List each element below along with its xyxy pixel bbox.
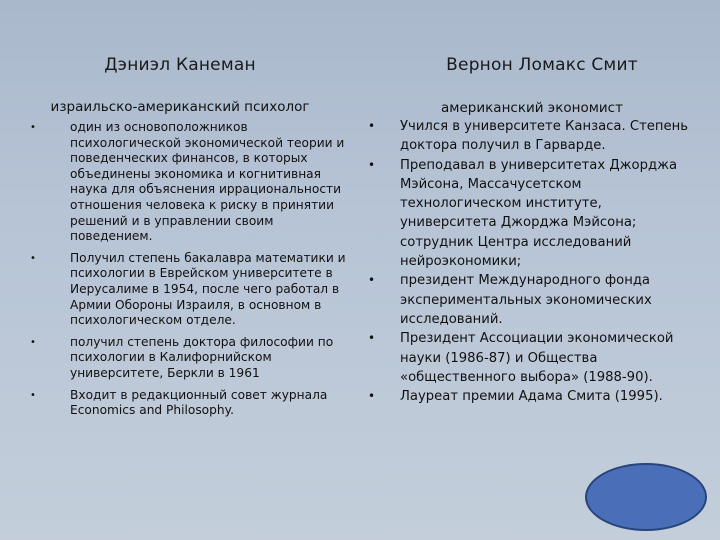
list-item: • Получил степень бакалавра математики и психологии в Еврейском университете в Иерусалиме в 1954, после чего работал в Армии Обороны Израиля, в основном в психологическом отделе.	[30, 250, 346, 328]
left-column	[30, 55, 350, 425]
blue-ellipse-shape	[585, 463, 707, 531]
right-list	[362, 117, 692, 406]
list-item: • президент Международного фонда экспериментальных экономических исследований.	[368, 273, 652, 327]
list-item: • Лауреат премии Адама Смита (1995).	[362, 387, 692, 406]
right-name: Вернон Ломакс Смит	[446, 55, 638, 75]
bullet-icon: •	[368, 389, 376, 404]
bullet-icon: •	[30, 389, 36, 401]
list-item: • Преподавал в университетах Джорджа Мэйсона, Массачусетском технологическом институте, университета Джорджа Мэйсона; сотрудник Центра исследований нейроэкономики;	[368, 157, 678, 270]
list-item: • Входит в редакционный совет журнала Economics and Philosophy.	[30, 387, 328, 418]
left-name: Дэниэл Канеман	[104, 55, 256, 75]
left-list	[30, 120, 350, 419]
bullet-icon: •	[30, 336, 36, 348]
right-role: американский экономист	[441, 100, 623, 116]
list-item: • Учился в университете Канзаса. Степень доктора получил в Гарварде.	[368, 119, 689, 154]
list-item: • один из основоположников психологической экономической теории и поведенческих финансов, в которых объединены экономика и когнитивная наука для объяснения иррациональности отношения человека к риску в принятии решений и в управлении своим поведением.	[30, 120, 345, 244]
bullet-icon: •	[30, 252, 36, 264]
list-item: • Президент Ассоциации экономической науки (1986-87) и Общества «общественного выбора» (1988-90).	[368, 331, 674, 385]
bullet-icon: •	[368, 157, 376, 172]
list-item: • получил степень доктора философии по психологии в Калифорнийском университете, Беркли в 1961	[30, 334, 334, 380]
right-column	[362, 55, 692, 406]
left-role: израильско-американский психолог	[50, 99, 310, 115]
bullet-icon: •	[368, 273, 376, 288]
bullet-icon: •	[30, 122, 36, 133]
bullet-icon: •	[368, 119, 376, 133]
bullet-icon: •	[368, 331, 376, 346]
